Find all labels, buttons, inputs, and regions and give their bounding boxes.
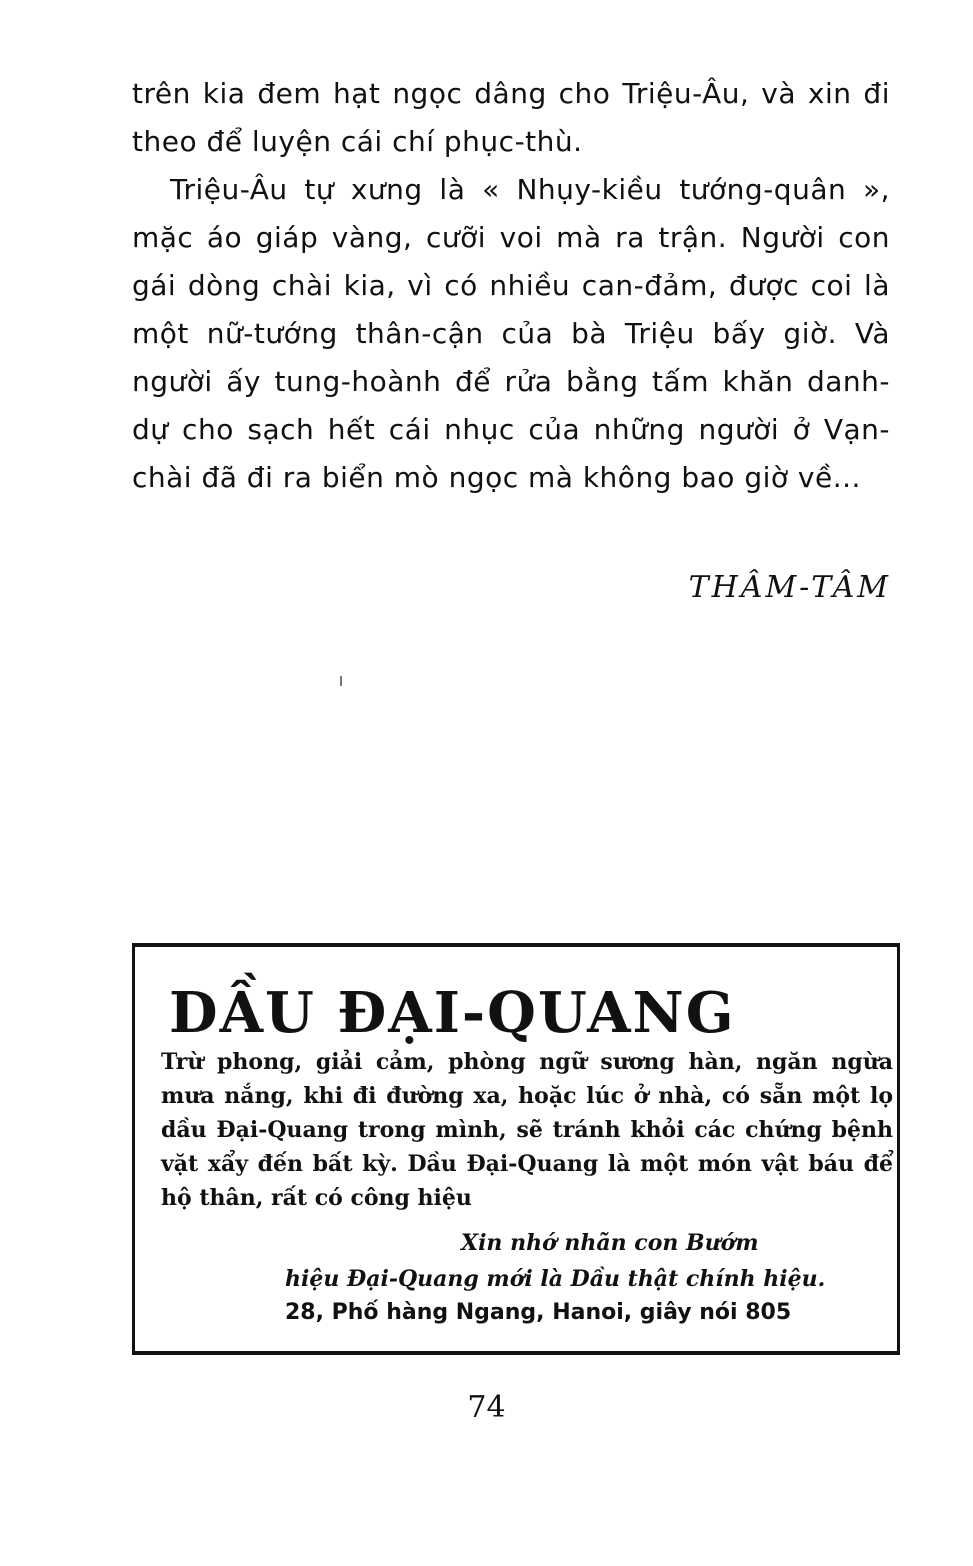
- article-paragraph: trên kia đem hạt ngọc dâng cho Triệu-Âu, và xin đi theo để luyện cái chí phục-thù.: [132, 77, 890, 158]
- advertisement-note: Xin nhớ nhãn con Bướm: [461, 1230, 759, 1256]
- page-number: 74: [467, 1390, 506, 1425]
- article-paragraph: Triệu-Âu tự xưng là « Nhụy-kiều tướng-quân », mặc áo giáp vàng, cưỡi voi mà ra trận. Người con gái dòng chài kia, vì có nhiều can-đảm, được coi là một nữ-tướng thân-cận của bà Triệu bấy giờ. Và người ấy tung-hoành để rửa bằng tấm khăn danh-dự cho sạch hết cái nhục của những người ở Vạn-chài đã đi ra biển mò ngọc mà không bao giờ về...: [132, 173, 890, 494]
- print-speck: [340, 676, 342, 686]
- advertisement-title: DẦU ĐẠI-QUANG: [169, 980, 736, 1046]
- author-signature: THÂM-TÂM: [688, 570, 891, 605]
- advertisement-address: 28, Phố hàng Ngang, Hanoi, giây nói 805: [285, 1300, 792, 1325]
- advertisement-note: hiệu Đại-Quang mới là Dầu thật chính hiệu.: [285, 1266, 826, 1292]
- advertisement-body: Trừ phong, giải cảm, phòng ngữ sương hàn, ngăn ngừa mưa nắng, khi đi đường xa, hoặc lúc ở nhà, có sẵn một lọ dầu Đại-Quang trong mình, sẽ tránh khỏi các chứng bệnh vặt xẩy đến bất kỳ. Dầu Đại-Quang là một món vật báu để hộ thân, rất có công hiệu: [161, 1049, 893, 1211]
- advertisement-box: [132, 943, 900, 1355]
- article-body: [132, 70, 890, 502]
